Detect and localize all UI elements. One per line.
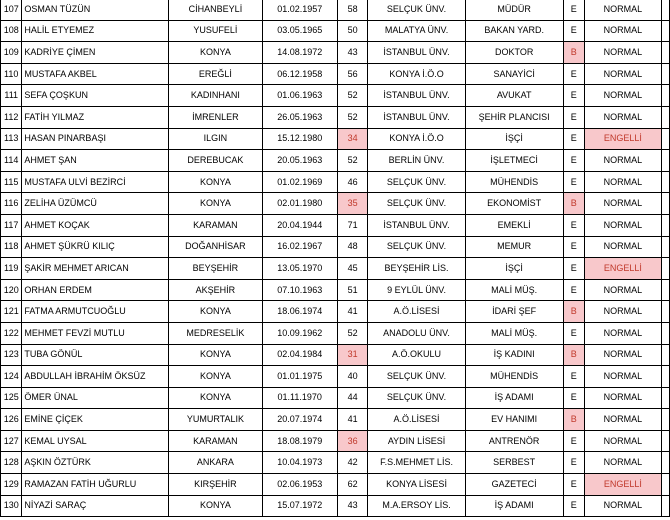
row-number-cell: 110 [1, 63, 22, 85]
age-cell: 43 [337, 42, 368, 64]
status-cell: NORMAL [584, 63, 661, 85]
school-cell: BEYŞEHİR LİS. [368, 258, 465, 280]
row-number-cell: 123 [1, 344, 22, 366]
status-cell: NORMAL [584, 366, 661, 388]
school-cell: SELÇUK ÜNV. [368, 171, 465, 193]
birthplace-cell: ANKARA [169, 452, 263, 474]
gender-cell: E [563, 150, 584, 172]
status-cell: NORMAL [584, 344, 661, 366]
status-cell: NORMAL [584, 409, 661, 431]
birthplace-cell: KONYA [169, 42, 263, 64]
table-row [1, 20, 670, 42]
status-cell: NORMAL [584, 0, 661, 20]
status-cell: NORMAL [584, 387, 661, 409]
row-number-cell: 128 [1, 452, 22, 474]
birthplace-cell: KONYA [169, 344, 263, 366]
school-cell: KONYA LİSESİ [368, 474, 465, 496]
spacer-cell [662, 430, 670, 452]
occupation-cell: ANTRENÖR [465, 430, 563, 452]
school-cell: ANADOLU ÜNV. [368, 322, 465, 344]
table-row [1, 409, 670, 431]
table-row [1, 279, 670, 301]
full-name-cell: AŞKIN ÖZTÜRK [22, 452, 169, 474]
school-cell: SELÇUK ÜNV. [368, 0, 465, 20]
gender-cell: E [563, 214, 584, 236]
status-cell: NORMAL [584, 279, 661, 301]
status-cell: NORMAL [584, 42, 661, 64]
full-name-cell: FATİH YILMAZ [22, 106, 169, 128]
birth-date-cell: 01.06.1963 [262, 85, 337, 107]
birth-date-cell: 01.11.1970 [262, 387, 337, 409]
birth-date-cell: 15.12.1980 [262, 128, 337, 150]
gender-cell: E [563, 430, 584, 452]
spacer-cell [662, 0, 670, 20]
age-cell: 58 [337, 0, 368, 20]
spacer-cell [662, 258, 670, 280]
birthplace-cell: MEDRESELİK [169, 322, 263, 344]
gender-cell: E [563, 85, 584, 107]
school-cell: SELÇUK ÜNV. [368, 387, 465, 409]
full-name-cell: ORHAN ERDEM [22, 279, 169, 301]
spacer-cell [662, 387, 670, 409]
table-body [1, 0, 670, 517]
birthplace-cell: KADINHANI [169, 85, 263, 107]
age-cell: 40 [337, 366, 368, 388]
occupation-cell: İDARİ ŞEF [465, 301, 563, 323]
birthplace-cell: KONYA [169, 193, 263, 215]
age-cell: 35 [337, 193, 368, 215]
spacer-cell [662, 42, 670, 64]
gender-cell: E [563, 452, 584, 474]
birthplace-cell: KARAMAN [169, 430, 263, 452]
gender-cell: E [563, 236, 584, 258]
birth-date-cell: 07.10.1963 [262, 279, 337, 301]
row-number-cell: 113 [1, 128, 22, 150]
birthplace-cell: KONYA [169, 171, 263, 193]
school-cell: A.Ö.LİSESİ [368, 301, 465, 323]
birth-date-cell: 14.08.1972 [262, 42, 337, 64]
school-cell: İSTANBUL ÜNV. [368, 214, 465, 236]
birth-date-cell: 18.08.1979 [262, 430, 337, 452]
birthplace-cell: KONYA [169, 301, 263, 323]
table-row [1, 106, 670, 128]
status-cell: NORMAL [584, 452, 661, 474]
birth-date-cell: 15.07.1972 [262, 495, 337, 517]
status-cell: NORMAL [584, 193, 661, 215]
spacer-cell [662, 474, 670, 496]
status-cell: ENGELLİ [584, 258, 661, 280]
gender-cell: E [563, 495, 584, 517]
age-cell: 52 [337, 150, 368, 172]
table-row [1, 193, 670, 215]
table-row [1, 258, 670, 280]
occupation-cell: GAZETECİ [465, 474, 563, 496]
status-cell: NORMAL [584, 430, 661, 452]
gender-cell: E [563, 387, 584, 409]
full-name-cell: RAMAZAN FATİH UĞURLU [22, 474, 169, 496]
spacer-cell [662, 495, 670, 517]
birthplace-cell: ILGIN [169, 128, 263, 150]
status-cell: NORMAL [584, 171, 661, 193]
status-cell: NORMAL [584, 85, 661, 107]
spacer-cell [662, 85, 670, 107]
occupation-cell: İŞ KADINI [465, 344, 563, 366]
table-row [1, 495, 670, 517]
occupation-cell: MÜHENDİS [465, 366, 563, 388]
school-cell: İSTANBUL ÜNV. [368, 42, 465, 64]
full-name-cell: KEMAL UYSAL [22, 430, 169, 452]
birth-date-cell: 13.05.1970 [262, 258, 337, 280]
table-row [1, 85, 670, 107]
row-number-cell: 130 [1, 495, 22, 517]
row-number-cell: 111 [1, 85, 22, 107]
birth-date-cell: 02.04.1984 [262, 344, 337, 366]
birth-date-cell: 01.02.1957 [262, 0, 337, 20]
age-cell: 48 [337, 236, 368, 258]
spacer-cell [662, 214, 670, 236]
full-name-cell: MUSTAFA ULVİ BEZİRCİ [22, 171, 169, 193]
status-cell: NORMAL [584, 322, 661, 344]
school-cell: F.S.MEHMET LİS. [368, 452, 465, 474]
row-number-cell: 126 [1, 409, 22, 431]
school-cell: SELÇUK ÜNV. [368, 193, 465, 215]
age-cell: 71 [337, 214, 368, 236]
full-name-cell: AHMET ŞAN [22, 150, 169, 172]
birth-date-cell: 20.04.1944 [262, 214, 337, 236]
status-cell: NORMAL [584, 301, 661, 323]
occupation-cell: İŞ ADAMI [465, 387, 563, 409]
row-number-cell: 112 [1, 106, 22, 128]
spacer-cell [662, 106, 670, 128]
age-cell: 52 [337, 322, 368, 344]
occupation-cell: MÜDÜR [465, 0, 563, 20]
status-cell: NORMAL [584, 150, 661, 172]
gender-cell: E [563, 474, 584, 496]
occupation-cell: MALİ MÜŞ. [465, 279, 563, 301]
occupation-cell: EKONOMİST [465, 193, 563, 215]
occupation-cell: İŞ ADAMI [465, 495, 563, 517]
spacer-cell [662, 20, 670, 42]
row-number-cell: 127 [1, 430, 22, 452]
row-number-cell: 107 [1, 0, 22, 20]
row-number-cell: 129 [1, 474, 22, 496]
table-row [1, 301, 670, 323]
row-number-cell: 124 [1, 366, 22, 388]
occupation-cell: DOKTOR [465, 42, 563, 64]
spacer-cell [662, 63, 670, 85]
full-name-cell: FATMA ARMUTCUOĞLU [22, 301, 169, 323]
full-name-cell: MUSTAFA AKBEL [22, 63, 169, 85]
birthplace-cell: EREĞLİ [169, 63, 263, 85]
full-name-cell: AHMET KOÇAK [22, 214, 169, 236]
school-cell: AYDIN LİSESİ [368, 430, 465, 452]
table-row [1, 387, 670, 409]
birth-date-cell: 10.09.1962 [262, 322, 337, 344]
birthplace-cell: KARAMAN [169, 214, 263, 236]
birth-date-cell: 18.06.1974 [262, 301, 337, 323]
birthplace-cell: CİHANBEYLİ [169, 0, 263, 20]
status-cell: NORMAL [584, 106, 661, 128]
table-row [1, 63, 670, 85]
row-number-cell: 118 [1, 236, 22, 258]
age-cell: 41 [337, 409, 368, 431]
age-cell: 62 [337, 474, 368, 496]
school-cell: KONYA İ.Ö.O [368, 128, 465, 150]
age-cell: 52 [337, 85, 368, 107]
birthplace-cell: KONYA [169, 366, 263, 388]
full-name-cell: ÖMER ÜNAL [22, 387, 169, 409]
school-cell: SELÇUK ÜNV. [368, 366, 465, 388]
gender-cell: B [563, 42, 584, 64]
row-number-cell: 121 [1, 301, 22, 323]
row-number-cell: 109 [1, 42, 22, 64]
birth-date-cell: 01.01.1975 [262, 366, 337, 388]
row-number-cell: 122 [1, 322, 22, 344]
spacer-cell [662, 128, 670, 150]
school-cell: A.Ö.LİSESİ [368, 409, 465, 431]
birth-date-cell: 26.05.1963 [262, 106, 337, 128]
gender-cell: E [563, 0, 584, 20]
full-name-cell: OSMAN TÜZÜN [22, 0, 169, 20]
birthplace-cell: DOĞANHİSAR [169, 236, 263, 258]
full-name-cell: SEFA ÇOŞKUN [22, 85, 169, 107]
full-name-cell: ŞAKİR MEHMET ARICAN [22, 258, 169, 280]
gender-cell: E [563, 322, 584, 344]
table-row [1, 344, 670, 366]
status-cell: NORMAL [584, 20, 661, 42]
gender-cell: E [563, 106, 584, 128]
birthplace-cell: YUSUFELİ [169, 20, 263, 42]
table-row [1, 236, 670, 258]
occupation-cell: SANAYİCİ [465, 63, 563, 85]
gender-cell: B [563, 344, 584, 366]
status-cell: ENGELLİ [584, 474, 661, 496]
table-row [1, 150, 670, 172]
gender-cell: E [563, 171, 584, 193]
school-cell: İSTANBUL ÜNV. [368, 106, 465, 128]
row-number-cell: 119 [1, 258, 22, 280]
occupation-cell: SERBEST [465, 452, 563, 474]
table-row [1, 452, 670, 474]
spacer-cell [662, 409, 670, 431]
age-cell: 43 [337, 495, 368, 517]
birthplace-cell: KONYA [169, 495, 263, 517]
occupation-cell: İŞLETMECİ [465, 150, 563, 172]
row-number-cell: 120 [1, 279, 22, 301]
full-name-cell: MEHMET FEVZİ MUTLU [22, 322, 169, 344]
row-number-cell: 125 [1, 387, 22, 409]
school-cell: İSTANBUL ÜNV. [368, 85, 465, 107]
spacer-cell [662, 150, 670, 172]
birthplace-cell: AKŞEHİR [169, 279, 263, 301]
table-row [1, 171, 670, 193]
occupation-cell: MÜHENDİS [465, 171, 563, 193]
occupation-cell: AVUKAT [465, 85, 563, 107]
gender-cell: E [563, 366, 584, 388]
gender-cell: E [563, 279, 584, 301]
age-cell: 51 [337, 279, 368, 301]
birthplace-cell: İMRENLER [169, 106, 263, 128]
occupation-cell: MALİ MÜŞ. [465, 322, 563, 344]
gender-cell: B [563, 409, 584, 431]
row-number-cell: 117 [1, 214, 22, 236]
row-number-cell: 108 [1, 20, 22, 42]
table-row [1, 128, 670, 150]
school-cell: SELÇUK ÜNV. [368, 236, 465, 258]
birth-date-cell: 10.04.1973 [262, 452, 337, 474]
status-cell: NORMAL [584, 236, 661, 258]
birthplace-cell: YUMURTALIK [169, 409, 263, 431]
age-cell: 41 [337, 301, 368, 323]
row-number-cell: 116 [1, 193, 22, 215]
table-row [1, 366, 670, 388]
gender-cell: E [563, 63, 584, 85]
birthplace-cell: BEYŞEHİR [169, 258, 263, 280]
spacer-cell [662, 366, 670, 388]
spacer-cell [662, 236, 670, 258]
birth-date-cell: 03.05.1965 [262, 20, 337, 42]
gender-cell: B [563, 193, 584, 215]
age-cell: 36 [337, 430, 368, 452]
birth-date-cell: 02.01.1980 [262, 193, 337, 215]
birth-date-cell: 20.07.1974 [262, 409, 337, 431]
birth-date-cell: 02.06.1953 [262, 474, 337, 496]
school-cell: MALATYA ÜNV. [368, 20, 465, 42]
spacer-cell [662, 452, 670, 474]
birthplace-cell: DEREBUCAK [169, 150, 263, 172]
spacer-cell [662, 344, 670, 366]
full-name-cell: HASAN PINARBAŞI [22, 128, 169, 150]
spacer-cell [662, 171, 670, 193]
spacer-cell [662, 301, 670, 323]
table-row [1, 322, 670, 344]
age-cell: 44 [337, 387, 368, 409]
occupation-cell: BAKAN YARD. [465, 20, 563, 42]
school-cell: A.Ö.OKULU [368, 344, 465, 366]
full-name-cell: EMİNE ÇİÇEK [22, 409, 169, 431]
occupation-cell: EV HANIMI [465, 409, 563, 431]
table-row [1, 0, 670, 20]
occupation-cell: EMEKLİ [465, 214, 563, 236]
status-cell: NORMAL [584, 495, 661, 517]
gender-cell: E [563, 20, 584, 42]
spacer-cell [662, 322, 670, 344]
full-name-cell: KADRİYE ÇİMEN [22, 42, 169, 64]
row-number-cell: 115 [1, 171, 22, 193]
birth-date-cell: 20.05.1963 [262, 150, 337, 172]
spacer-cell [662, 193, 670, 215]
gender-cell: E [563, 128, 584, 150]
school-cell: KONYA İ.Ö.O [368, 63, 465, 85]
school-cell: BERLİN ÜNV. [368, 150, 465, 172]
full-name-cell: TUBA GÖNÜL [22, 344, 169, 366]
table-row [1, 42, 670, 64]
full-name-cell: HALİL ETYEMEZ [22, 20, 169, 42]
table-row [1, 214, 670, 236]
birth-date-cell: 06.12.1958 [262, 63, 337, 85]
age-cell: 34 [337, 128, 368, 150]
age-cell: 31 [337, 344, 368, 366]
occupation-cell: MEMUR [465, 236, 563, 258]
age-cell: 56 [337, 63, 368, 85]
occupation-cell: İŞÇİ [465, 128, 563, 150]
occupation-cell: İŞÇİ [465, 258, 563, 280]
full-name-cell: ABDULLAH İBRAHİM ÖKSÜZ [22, 366, 169, 388]
spacer-cell [662, 279, 670, 301]
birthplace-cell: KONYA [169, 387, 263, 409]
full-name-cell: NİYAZİ SARAÇ [22, 495, 169, 517]
occupation-cell: ŞEHİR PLANCISI [465, 106, 563, 128]
birth-date-cell: 16.02.1967 [262, 236, 337, 258]
school-cell: 9 EYLÜL ÜNV. [368, 279, 465, 301]
status-cell: ENGELLİ [584, 128, 661, 150]
gender-cell: B [563, 301, 584, 323]
table-row [1, 474, 670, 496]
age-cell: 45 [337, 258, 368, 280]
status-cell: NORMAL [584, 214, 661, 236]
row-number-cell: 114 [1, 150, 22, 172]
full-name-cell: ZELİHA ÜZÜMCÜ [22, 193, 169, 215]
age-cell: 46 [337, 171, 368, 193]
table-row [1, 430, 670, 452]
age-cell: 52 [337, 106, 368, 128]
age-cell: 42 [337, 452, 368, 474]
gender-cell: E [563, 258, 584, 280]
full-name-cell: AHMET ŞÜKRÜ KILIÇ [22, 236, 169, 258]
school-cell: M.A.ERSOY LİS. [368, 495, 465, 517]
birthplace-cell: KIRŞEHİR [169, 474, 263, 496]
age-cell: 50 [337, 20, 368, 42]
birth-date-cell: 01.02.1969 [262, 171, 337, 193]
